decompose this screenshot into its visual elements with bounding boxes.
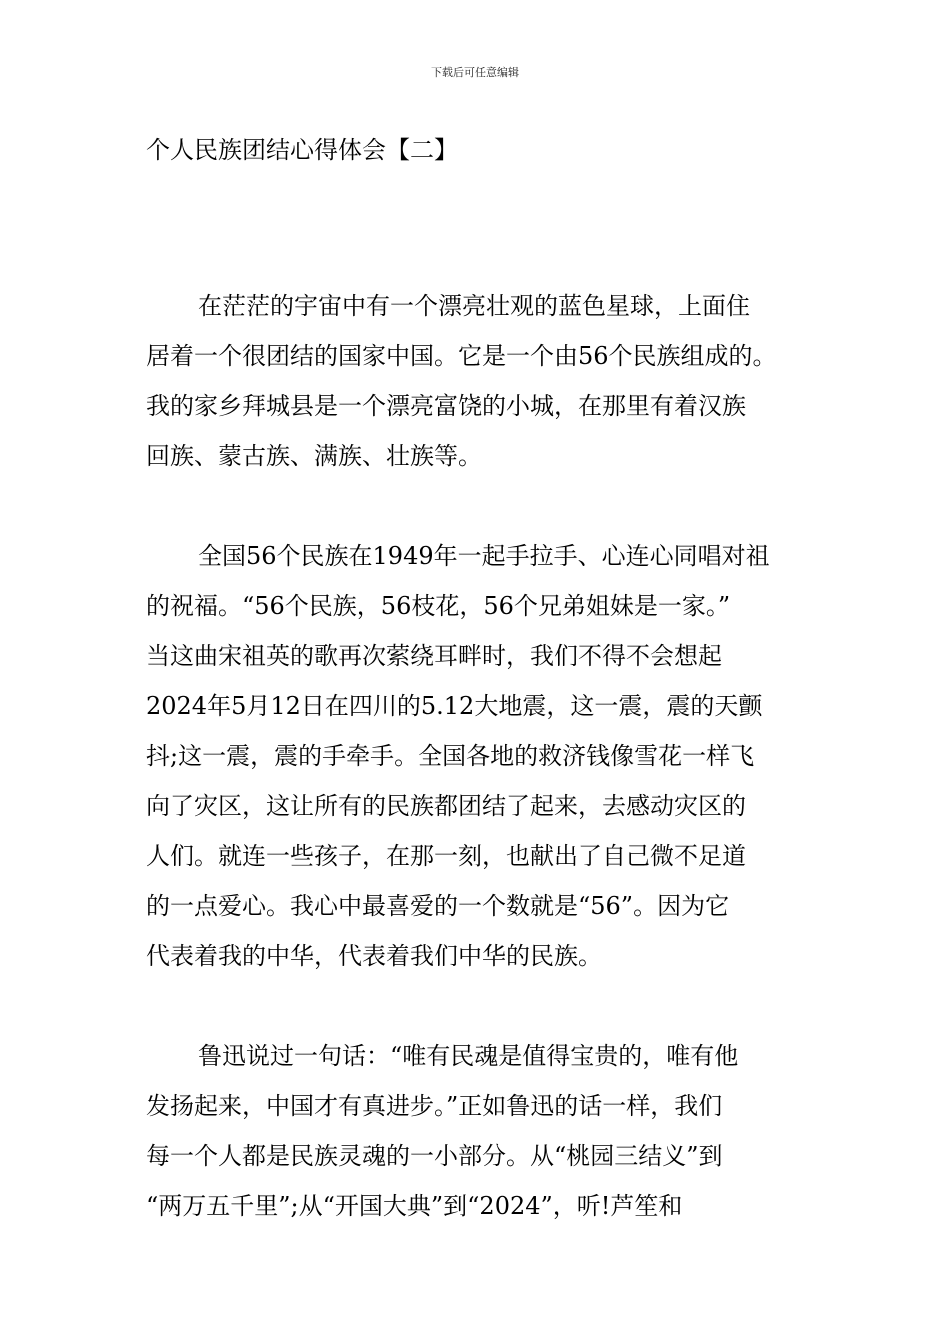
text-line: 的一点爱心。我心中最喜爱的一个数就是“56”。因为它 [146,892,730,920]
text-line: 全国56个民族在1949年一起手拉手、心连心同唱对祖 [198,542,770,570]
text-line: 在茫茫的宇宙中有一个漂亮壮观的蓝色星球，上面住 [198,292,750,320]
text-line: 我的家乡拜城县是一个漂亮富饶的小城，在那里有着汉族 [146,392,746,420]
text-line: 当这曲宋祖英的歌再次萦绕耳畔时，我们不得不会想起 [146,642,722,670]
text-line: 的祝福。“56个民族，56枝花，56个兄弟姐妹是一家。” [146,592,731,620]
text-line: 人们。就连一些孩子，在那一刻，也献出了自己微不足道 [146,842,746,870]
paragraph-1 [146,281,846,481]
document-title: 个人民族团结心得体会【二】 [146,136,458,164]
text-line: 向了灾区，这让所有的民族都团结了起来，去感动灾区的 [146,792,746,820]
paragraph-2 [146,531,846,981]
text-line: 居着一个很团结的国家中国。它是一个由56个民族组成的。 [146,342,777,370]
text-line: 每一个人都是民族灵魂的一小部分。从“桃园三结义”到 [146,1142,723,1170]
document-body [146,281,846,1231]
header-note: 下载后可任意编辑 [431,66,519,79]
paragraph-3 [146,1031,846,1231]
text-line: 抖;这一震，震的手牵手。全国各地的救济钱像雪花一样飞 [146,742,755,770]
text-line: 2024年5月12日在四川的5.12大地震，这一震，震的天颤 [146,692,763,720]
text-line: 回族、蒙古族、满族、壮族等。 [146,442,482,470]
text-line: 鲁迅说过一句话：“唯有民魂是值得宝贵的，唯有他 [198,1042,739,1070]
text-line: 发扬起来，中国才有真进步。”正如鲁迅的话一样，我们 [146,1092,723,1120]
text-line: “两万五千里”;从“开国大典”到“2024”，听!芦笙和 [146,1192,683,1220]
text-line: 代表着我的中华，代表着我们中华的民族。 [146,942,602,970]
